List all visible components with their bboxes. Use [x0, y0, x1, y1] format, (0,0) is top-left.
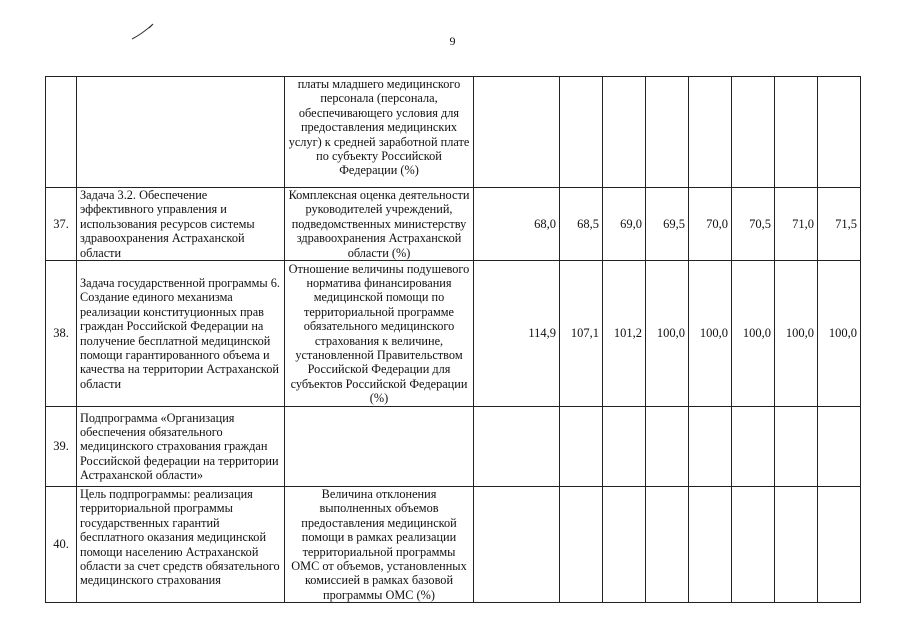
value-cell	[603, 487, 646, 603]
value-cell	[474, 407, 560, 487]
task-cell: Подпрограмма «Организация обеспечения обязательного медицинского страхования граждан Российской федерации на территории Астраханской области»	[77, 407, 285, 487]
value-cell: 69,0	[603, 188, 646, 261]
value-cell	[646, 407, 689, 487]
value-cell	[560, 77, 603, 188]
row-number: 39.	[46, 407, 77, 487]
value-cell: 100,0	[732, 261, 775, 407]
value-cell	[646, 487, 689, 603]
indicator-cell: Отношение величины подушевого норматива финансирования медицинской помощи по территориальной программе обязательного медицинского страхования к величине, установленной Правительством Российской Федерации для субъектов Российской Федерации (%)	[285, 261, 474, 407]
value-cell: 68,0	[474, 188, 560, 261]
value-cell	[818, 407, 861, 487]
task-cell: Цель подпрограммы: реализация территориальной программы государственных гарантий бесплатного оказания медицинской помощи населению Астраханской области за счет средств обязательного медицинского страхования	[77, 487, 285, 603]
value-cell	[646, 77, 689, 188]
value-cell	[732, 77, 775, 188]
page-number: 9	[449, 34, 456, 48]
value-cell: 68,5	[560, 188, 603, 261]
value-cell	[732, 487, 775, 603]
value-cell	[732, 407, 775, 487]
value-cell	[603, 407, 646, 487]
task-cell	[77, 77, 285, 188]
task-cell: Задача 3.2. Обеспечение эффективного управления и использования ресурсов системы здравоохранения Астраханской области	[77, 188, 285, 261]
indicator-cell	[285, 407, 474, 487]
value-cell: 107,1	[560, 261, 603, 407]
table-row	[46, 77, 861, 188]
indicator-cell: Комплексная оценка деятельности руководителей учреждений, подведомственных министерству здравоохранения Астраханской области (%)	[285, 188, 474, 261]
value-cell	[689, 407, 732, 487]
value-cell: 70,0	[689, 188, 732, 261]
value-cell	[775, 407, 818, 487]
indicator-cell: Величина отклонения выполненных объемов предоставления медицинской помощи в рамках реализации территориальной программы ОМС от объемов, установленных комиссией в рамках базовой программы ОМС (%)	[285, 487, 474, 603]
value-cell	[689, 77, 732, 188]
value-cell	[560, 487, 603, 603]
value-cell	[775, 487, 818, 603]
value-cell: 100,0	[775, 261, 818, 407]
value-cell	[818, 487, 861, 603]
value-cell	[775, 77, 818, 188]
task-cell: Задача государственной программы 6. Создание единого механизма реализации конституционных прав граждан Российской Федерации на получение бесплатной медицинской помощи гарантированного объема и качества на территории Астраханской области	[77, 261, 285, 407]
row-number: 37.	[46, 188, 77, 261]
row-number: 40.	[46, 487, 77, 603]
value-cell	[474, 77, 560, 188]
table-row	[46, 487, 861, 603]
pen-mark	[128, 22, 158, 42]
value-cell	[818, 77, 861, 188]
table-row	[46, 188, 861, 261]
value-cell: 70,5	[732, 188, 775, 261]
value-cell: 69,5	[646, 188, 689, 261]
table-row	[46, 407, 861, 487]
value-cell	[474, 487, 560, 603]
indicators-table	[45, 76, 861, 603]
value-cell: 100,0	[646, 261, 689, 407]
value-cell: 71,5	[818, 188, 861, 261]
table-row	[46, 261, 861, 407]
value-cell: 114,9	[474, 261, 560, 407]
row-number: 38.	[46, 261, 77, 407]
value-cell: 100,0	[689, 261, 732, 407]
value-cell	[603, 77, 646, 188]
value-cell	[560, 407, 603, 487]
value-cell	[689, 487, 732, 603]
value-cell: 100,0	[818, 261, 861, 407]
value-cell: 71,0	[775, 188, 818, 261]
indicator-cell: платы младшего медицинского персонала (персонала, обеспечивающего условия для предоставления медицинских услуг) к средней заработной плате по субъекту Российской Федерации (%)	[285, 77, 474, 188]
value-cell: 101,2	[603, 261, 646, 407]
row-number	[46, 77, 77, 188]
